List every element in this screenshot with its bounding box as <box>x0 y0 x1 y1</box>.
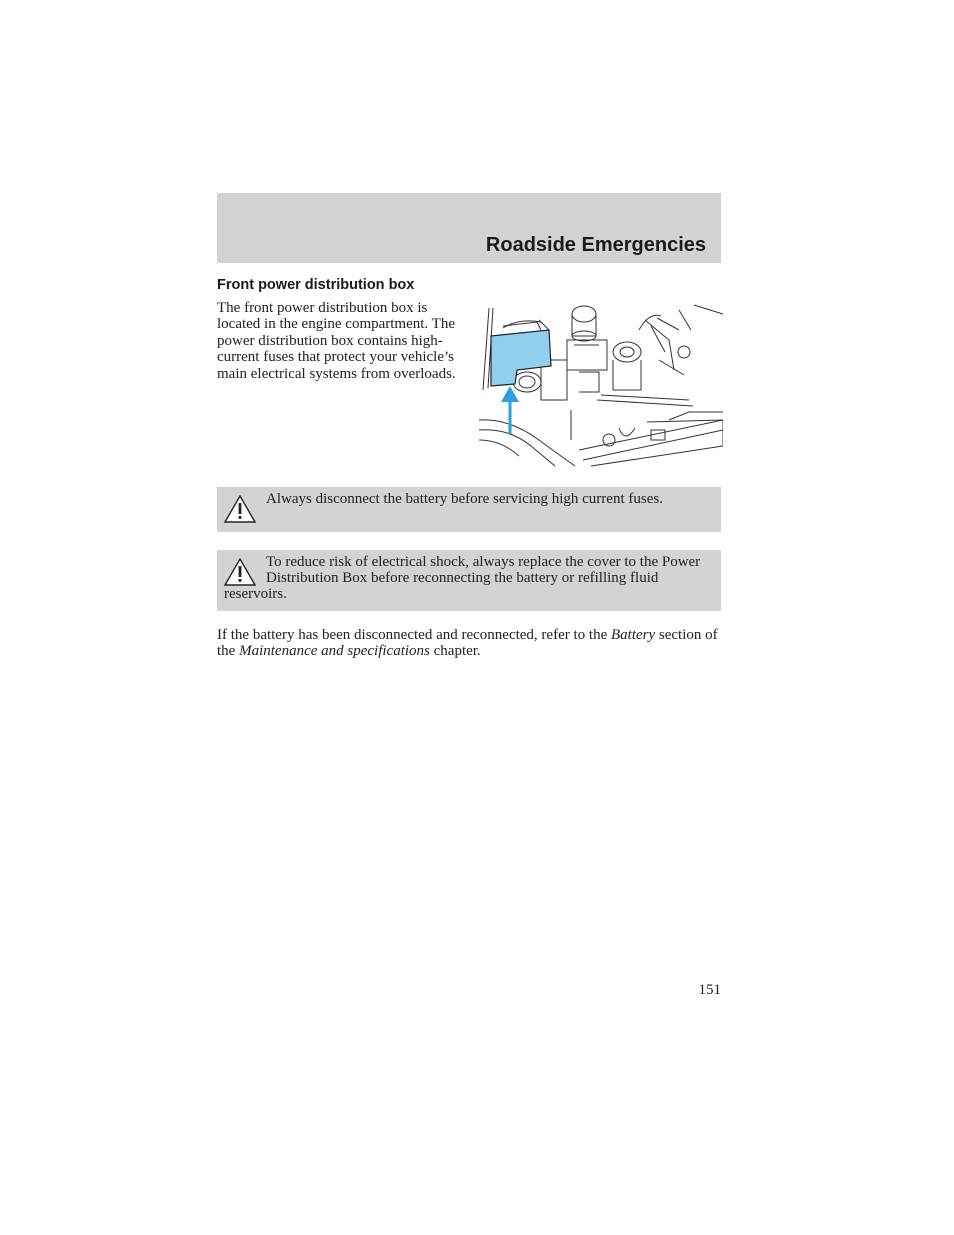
engine-compartment-illustration <box>479 300 723 470</box>
warning-text: To reduce risk of electrical shock, always replace the cover to the Power Distribution Box before reconnecting the battery or refilling fluid reservoirs. <box>224 554 701 603</box>
page-number: 151 <box>698 982 721 998</box>
closing-text: section of the <box>217 627 718 660</box>
closing-text: chapter. <box>429 643 481 660</box>
closing-paragraph <box>217 627 721 659</box>
chapter-title: Roadside Emergencies <box>485 234 706 256</box>
warning-triangle-icon <box>224 558 256 586</box>
warning-triangle-icon <box>224 495 256 523</box>
warning-box-shock <box>217 550 721 611</box>
intro-paragraph: The front power distribution box is located in the engine compartment. The power distribution box contains high-current fuses that protect your vehicle’s main electrical systems from overloads. <box>217 300 456 382</box>
section-heading: Front power distribution box <box>217 277 415 293</box>
chapter-header-band <box>217 193 721 263</box>
closing-text: If the battery has been disconnected and reconnected, refer to the <box>217 627 611 643</box>
warning-text: Always disconnect the battery before servicing high current fuses. <box>266 491 663 507</box>
warning-box-battery <box>217 487 721 532</box>
chapter-reference: Maintenance and specifications <box>239 643 430 660</box>
battery-reference: Battery <box>610 627 656 643</box>
